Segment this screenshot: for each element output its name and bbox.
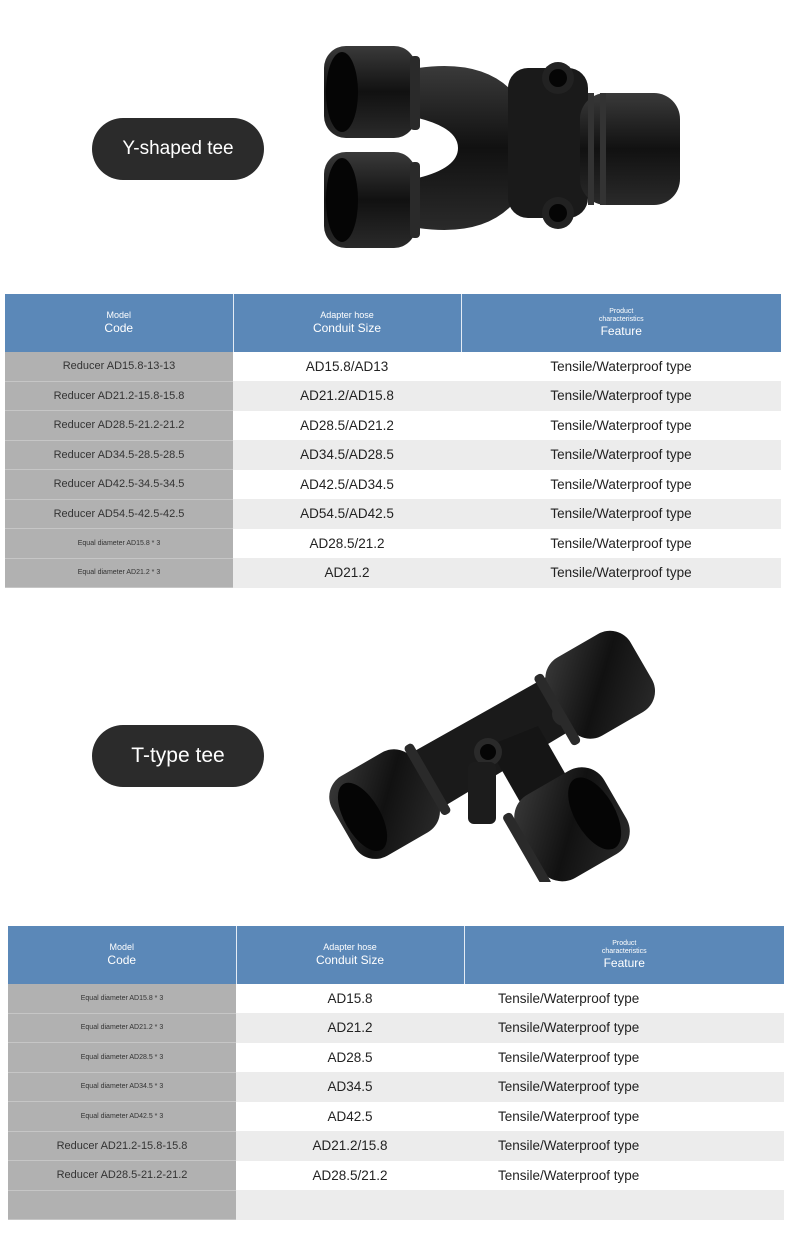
conduit-size: AD15.8	[236, 984, 464, 1013]
conduit-size: AD42.5/AD34.5	[233, 470, 461, 500]
model-code: Equal diameter AD34.5 * 3	[8, 1072, 236, 1102]
model-code: Reducer AD42.5-34.5-34.5	[5, 470, 233, 500]
table-header-row	[5, 294, 781, 352]
table-row	[8, 1072, 784, 1102]
table-row	[5, 529, 781, 559]
feature: Tensile/Waterproof type	[464, 1161, 784, 1191]
feature: Tensile/Waterproof type	[461, 352, 781, 381]
conduit-size: AD28.5/21.2	[236, 1161, 464, 1191]
feature: Tensile/Waterproof type	[461, 529, 781, 559]
table-row	[5, 440, 781, 470]
y-tee-label: Y-shaped tee	[92, 118, 264, 180]
conduit-size: AD34.5	[236, 1072, 464, 1102]
conduit-size: AD28.5	[236, 1043, 464, 1073]
t-tee-spec-table	[8, 926, 784, 1220]
model-code: Reducer AD34.5-28.5-28.5	[5, 440, 233, 470]
model-code: Reducer AD21.2-15.8-15.8	[5, 381, 233, 411]
table-row	[8, 984, 784, 1013]
table-row	[8, 1102, 784, 1132]
header-feature: Product characteristics Feature	[464, 926, 784, 984]
model-code: Equal diameter AD21.2 * 3	[5, 558, 233, 588]
conduit-size: AD21.2	[236, 1013, 464, 1043]
model-code: Reducer AD21.2-15.8-15.8	[8, 1131, 236, 1161]
table-row	[8, 1190, 784, 1220]
model-code	[8, 1190, 236, 1220]
model-code: Equal diameter AD15.8 * 3	[5, 529, 233, 559]
table-row	[5, 352, 781, 381]
feature: Tensile/Waterproof type	[461, 381, 781, 411]
table-row	[5, 411, 781, 441]
table-row	[5, 381, 781, 411]
model-code: Reducer AD28.5-21.2-21.2	[8, 1161, 236, 1191]
model-code: Equal diameter AD42.5 * 3	[8, 1102, 236, 1132]
feature: Tensile/Waterproof type	[461, 440, 781, 470]
conduit-size: AD21.2	[233, 558, 461, 588]
y-tee-spec-table	[5, 294, 781, 588]
feature: Tensile/Waterproof type	[461, 499, 781, 529]
header-model: Model Code	[8, 926, 236, 984]
conduit-size: AD21.2/15.8	[236, 1131, 464, 1161]
table-row	[8, 1013, 784, 1043]
conduit-size	[236, 1190, 464, 1220]
feature: Tensile/Waterproof type	[464, 1102, 784, 1132]
table-header-row	[8, 926, 784, 984]
conduit-size: AD15.8/AD13	[233, 352, 461, 381]
t-tee-product-image	[328, 626, 658, 882]
feature: Tensile/Waterproof type	[461, 558, 781, 588]
conduit-size: AD28.5/AD21.2	[233, 411, 461, 441]
table-row	[8, 1131, 784, 1161]
table-row	[5, 558, 781, 588]
model-code: Equal diameter AD21.2 * 3	[8, 1013, 236, 1043]
model-code: Reducer AD54.5-42.5-42.5	[5, 499, 233, 529]
model-code: Equal diameter AD15.8 * 3	[8, 984, 236, 1013]
feature: Tensile/Waterproof type	[464, 1072, 784, 1102]
feature: Tensile/Waterproof type	[461, 411, 781, 441]
table-row	[5, 499, 781, 529]
table-row	[5, 470, 781, 500]
y-tee-product-image	[318, 38, 690, 256]
feature: Tensile/Waterproof type	[464, 1013, 784, 1043]
feature: Tensile/Waterproof type	[464, 984, 784, 1013]
table-row	[8, 1043, 784, 1073]
feature: Tensile/Waterproof type	[461, 470, 781, 500]
header-model: Model Code	[5, 294, 233, 352]
model-code: Equal diameter AD28.5 * 3	[8, 1043, 236, 1073]
feature	[464, 1190, 784, 1220]
conduit-size: AD28.5/21.2	[233, 529, 461, 559]
conduit-size: AD34.5/AD28.5	[233, 440, 461, 470]
conduit-size: AD54.5/AD42.5	[233, 499, 461, 529]
header-feature: Product characteristics Feature	[461, 294, 781, 352]
feature: Tensile/Waterproof type	[464, 1043, 784, 1073]
conduit-size: AD21.2/AD15.8	[233, 381, 461, 411]
table-row	[8, 1161, 784, 1191]
model-code: Reducer AD15.8-13-13	[5, 352, 233, 381]
model-code: Reducer AD28.5-21.2-21.2	[5, 411, 233, 441]
header-size: Adapter hose Conduit Size	[236, 926, 464, 984]
conduit-size: AD42.5	[236, 1102, 464, 1132]
feature: Tensile/Waterproof type	[464, 1131, 784, 1161]
header-size: Adapter hose Conduit Size	[233, 294, 461, 352]
t-tee-label: T-type tee	[92, 725, 264, 787]
